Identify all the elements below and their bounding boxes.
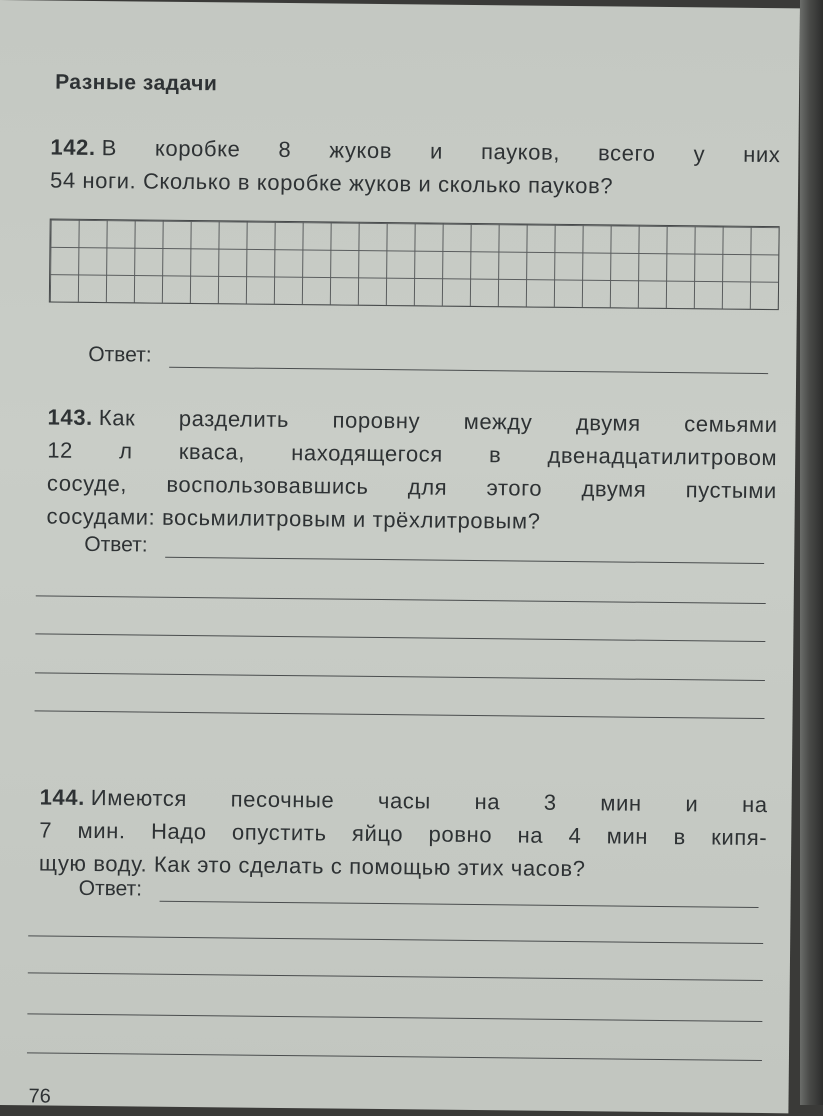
answer-label: Ответ:	[88, 342, 152, 367]
task-line: сосуде, воспользовавшись для этого двумя пустыми	[46, 470, 778, 504]
answer-rule[interactable]	[35, 672, 765, 681]
task-text: В коробке 8 жуков и пауков, всего у них	[101, 135, 781, 168]
task-line: 12 л кваса, находящегося в двенадцатилитровом	[47, 437, 778, 471]
answer-line[interactable]	[165, 537, 764, 564]
task-number: 142.	[50, 134, 96, 161]
answer-rule[interactable]	[27, 1013, 762, 1022]
answer-label: Ответ:	[78, 876, 143, 901]
task-number: 143.	[47, 404, 93, 430]
answer-rule[interactable]	[35, 710, 765, 719]
task-line: 7 мин. Надо опустить яйцо ровно на 4 мин в кипя-	[39, 817, 768, 851]
answer-line[interactable]	[160, 881, 759, 908]
answer-grid[interactable]	[49, 219, 780, 311]
answer-rule[interactable]	[28, 972, 763, 981]
answer-line[interactable]	[169, 347, 768, 374]
answer-rule[interactable]	[35, 633, 765, 642]
task-line: щую воду. Как это сделать с помощью этих часов?	[38, 850, 586, 882]
task-text: Имеются песочные часы на 3 мин и на	[90, 784, 768, 818]
answer-rule[interactable]	[28, 935, 763, 944]
task-number: 144.	[39, 784, 86, 810]
section-title: Разные задачи	[55, 70, 218, 96]
answer-rule[interactable]	[36, 595, 766, 604]
page-number: 76	[28, 1085, 51, 1108]
task-line: 54 ноги. Сколько в коробке жуков и сколько пауков?	[49, 167, 614, 199]
task-142	[50, 131, 781, 205]
answer-field-142[interactable]	[88, 343, 768, 374]
answer-label: Ответ:	[84, 532, 148, 557]
task-143	[46, 401, 777, 541]
task-line: сосудами: восьмилитровым и трёхлитровым?	[46, 503, 541, 534]
task-144	[39, 780, 768, 887]
task-text: Как разделить поровну между двумя семьями	[98, 405, 778, 438]
page-edge-shadow	[800, 0, 823, 1105]
answer-rule[interactable]	[27, 1052, 762, 1061]
